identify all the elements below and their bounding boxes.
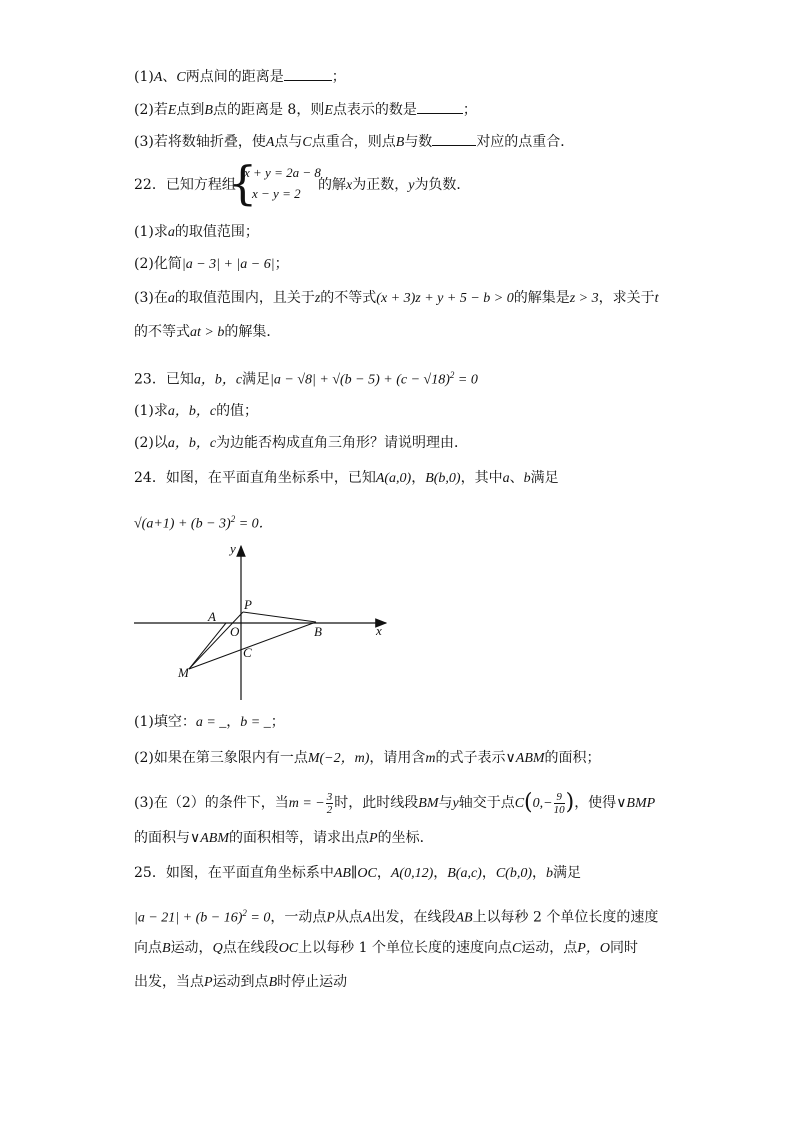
text: AB∥OC bbox=[333, 866, 377, 881]
text: a，b，c bbox=[193, 372, 243, 388]
numerator: 9 bbox=[554, 791, 565, 804]
text: 运动， bbox=[170, 940, 213, 956]
text: 的式子表示 bbox=[435, 750, 506, 766]
text: 轴交于点 bbox=[458, 795, 515, 811]
text: 为边能否构成直角三角形？请说明理由． bbox=[216, 435, 469, 451]
text: (3)若将数轴折叠，使 bbox=[134, 134, 266, 150]
text: C bbox=[176, 70, 186, 85]
text: A bbox=[265, 135, 275, 150]
q22-part1 bbox=[134, 222, 259, 243]
coordinate-figure bbox=[130, 538, 400, 708]
equation: √(a+1) + (b − 3) bbox=[134, 516, 231, 532]
inequality: (x + 3)z + y + 5 − b > 0 bbox=[376, 291, 514, 306]
text: 同时 bbox=[609, 940, 638, 956]
text: ∨ABM bbox=[505, 751, 545, 766]
q25-line4 bbox=[134, 972, 347, 993]
text: 的取值范围内，且关于 bbox=[174, 290, 315, 306]
text: z bbox=[314, 291, 321, 306]
text: a，b，c bbox=[167, 404, 217, 419]
text: 的坐标． bbox=[377, 830, 434, 846]
text: 的面积与 bbox=[134, 830, 190, 846]
point-label-P: P bbox=[244, 597, 252, 612]
x-axis-label: x bbox=[376, 623, 382, 638]
text: (2)化简 bbox=[134, 256, 182, 272]
text: = 0 bbox=[246, 910, 271, 926]
equation-1: x + y = 2a − 8 bbox=[244, 165, 321, 180]
text: x bbox=[346, 178, 353, 193]
q22-tail bbox=[318, 175, 470, 196]
text: 满足 bbox=[530, 470, 559, 486]
text: 24．如图，在平面直角坐标系中，已知 bbox=[134, 470, 376, 486]
text: 对应的点重合． bbox=[476, 134, 575, 150]
text: C bbox=[302, 135, 312, 150]
text: 2 bbox=[242, 908, 247, 918]
equation: |a − 21| + (b − 16) bbox=[134, 910, 243, 926]
fraction bbox=[554, 791, 565, 816]
text: (3)在 bbox=[134, 290, 168, 306]
segment-PB bbox=[243, 612, 316, 622]
text: m bbox=[425, 751, 436, 766]
text: 点在线段 bbox=[222, 940, 279, 956]
text: 向点 bbox=[134, 940, 162, 956]
text: B(b,0) bbox=[425, 471, 461, 486]
text: a，b，c bbox=[167, 436, 217, 451]
text: 为正数， bbox=[352, 177, 409, 193]
text: 、 bbox=[509, 470, 524, 486]
text: (1) bbox=[134, 69, 154, 85]
text: z > 3 bbox=[569, 291, 599, 306]
text: B bbox=[204, 103, 213, 118]
equation-2: x − y = 2 bbox=[252, 186, 301, 201]
text: 的不等式 bbox=[134, 324, 190, 340]
numerator: 3 bbox=[326, 790, 333, 803]
text: C(b,0) bbox=[495, 866, 533, 881]
text: 25．如图，在平面直角坐标系中 bbox=[134, 865, 334, 881]
prev-q-part3 bbox=[134, 131, 574, 153]
text: M(−2，m) bbox=[307, 751, 370, 766]
fraction bbox=[326, 791, 334, 816]
q24-condition bbox=[134, 509, 273, 535]
text: 点表示的数是 bbox=[332, 102, 417, 118]
q24-part3 bbox=[134, 788, 655, 819]
equation: |a − √8| + √(b − 5) + (c − √18) bbox=[270, 372, 450, 388]
text: Q bbox=[212, 941, 223, 956]
text: 出发，在线段 bbox=[371, 909, 456, 926]
q24-part2 bbox=[134, 748, 601, 769]
text: (2)以 bbox=[134, 435, 168, 451]
expression: |a − 3| + |a − 6| bbox=[181, 257, 275, 272]
answer-blank-a[interactable]: a = _ bbox=[195, 715, 227, 730]
text: 点到 bbox=[176, 102, 205, 118]
text: a bbox=[167, 225, 175, 240]
q23-part1 bbox=[134, 401, 258, 422]
text: ，使得 bbox=[574, 795, 617, 811]
text: B bbox=[162, 941, 171, 956]
text: 上以每秒 2 个单位长度的速度 bbox=[472, 909, 659, 926]
text: 的面积相等，请求出点 bbox=[229, 830, 370, 846]
text: ， bbox=[433, 865, 448, 881]
text: a bbox=[502, 471, 510, 486]
text: ， bbox=[481, 865, 496, 881]
text: 两点间的距离是 bbox=[185, 69, 284, 85]
text: 时停止运动 bbox=[277, 974, 348, 990]
q22-part3-cont bbox=[134, 322, 280, 343]
text: P，O bbox=[577, 941, 610, 956]
text: 上以每秒 1 个单位长度的速度向点 bbox=[298, 940, 512, 956]
text: A bbox=[153, 70, 163, 85]
q22-part2 bbox=[134, 254, 289, 275]
text: = 0 bbox=[454, 372, 478, 388]
text: P bbox=[369, 831, 378, 846]
text: 2 bbox=[230, 514, 236, 524]
text: ； bbox=[274, 256, 289, 272]
text: 的值； bbox=[216, 403, 259, 419]
q22-part3 bbox=[134, 288, 659, 309]
text: (1)求 bbox=[134, 224, 168, 240]
text: B bbox=[268, 975, 278, 990]
text: 的面积； bbox=[544, 750, 601, 766]
text: P bbox=[326, 910, 335, 926]
text: ， bbox=[411, 470, 426, 486]
text: 运动到点 bbox=[212, 974, 269, 990]
q25-condition bbox=[134, 903, 658, 929]
text: 为负数． bbox=[414, 177, 471, 193]
text: 满足 bbox=[242, 371, 271, 388]
text: P bbox=[204, 975, 213, 990]
text: (1)填空： bbox=[134, 714, 196, 730]
text: ，请用含 bbox=[369, 750, 426, 766]
text: 满足 bbox=[553, 865, 582, 881]
q25-line3 bbox=[134, 938, 638, 959]
point-label-A: A bbox=[208, 609, 216, 624]
text: C bbox=[514, 796, 525, 811]
y-axis-label: y bbox=[230, 541, 236, 556]
text: E bbox=[324, 103, 333, 118]
text: b bbox=[546, 866, 554, 881]
text: (1)求 bbox=[134, 403, 168, 419]
text: t bbox=[654, 291, 659, 306]
q25-lead bbox=[134, 863, 581, 884]
text: A(a,0) bbox=[375, 471, 412, 486]
text: C bbox=[511, 941, 522, 956]
text: ，一动点 bbox=[270, 909, 327, 926]
text: (2)若 bbox=[134, 102, 168, 118]
text: 运动，点 bbox=[521, 940, 578, 956]
text: y bbox=[452, 796, 459, 811]
text: OC bbox=[278, 941, 299, 956]
question-number-text: 22．已知方程组 bbox=[134, 177, 236, 193]
text: ∨ABM bbox=[190, 831, 230, 846]
q24-part1 bbox=[134, 712, 285, 733]
text: 点的距离是 8，则 bbox=[212, 102, 325, 118]
text: AB bbox=[455, 910, 473, 926]
text: ， bbox=[226, 714, 241, 730]
text: (3)在（2）的条件下，当 bbox=[134, 795, 289, 811]
paren: ) bbox=[565, 790, 575, 815]
text: 从点 bbox=[334, 909, 363, 926]
text: B bbox=[395, 135, 405, 150]
text: 23．已知 bbox=[134, 371, 194, 388]
text: 、 bbox=[162, 69, 177, 85]
text: 出发，当点 bbox=[134, 974, 204, 990]
text: ， bbox=[376, 865, 391, 881]
text: A bbox=[362, 910, 372, 926]
text: 点重合，则点 bbox=[311, 134, 396, 150]
text: b bbox=[523, 471, 531, 486]
point-label-C: C bbox=[243, 645, 252, 660]
text: 点与 bbox=[274, 134, 303, 150]
text: 0,− bbox=[532, 796, 553, 811]
paren: ( bbox=[524, 790, 533, 815]
text: ； bbox=[270, 714, 285, 730]
q22-lead bbox=[134, 175, 236, 195]
denominator: 2 bbox=[326, 803, 333, 816]
text: 与 bbox=[438, 795, 453, 811]
text: 2 bbox=[449, 370, 455, 380]
point-label-O: O bbox=[230, 624, 240, 639]
text: 与数 bbox=[404, 134, 433, 150]
denominator: 10 bbox=[553, 803, 565, 816]
text: = 0． bbox=[235, 516, 273, 532]
q23-part2 bbox=[134, 433, 468, 454]
point-label-M: M bbox=[178, 665, 189, 680]
text: 的不等式 bbox=[320, 290, 377, 306]
answer-blank[interactable] bbox=[432, 131, 476, 146]
text: A(0,12) bbox=[390, 866, 434, 881]
text: 的解集是 bbox=[513, 290, 570, 306]
text: BM bbox=[418, 796, 439, 811]
text: (2)如果在第三象限内有一点 bbox=[134, 750, 308, 766]
text: 的解 bbox=[318, 177, 346, 193]
prev-q-part2 bbox=[134, 99, 477, 121]
text: E bbox=[167, 103, 177, 118]
text: m = − bbox=[288, 796, 325, 811]
answer-blank-b[interactable]: b = _ bbox=[240, 715, 271, 730]
text: 的解集． bbox=[224, 324, 281, 340]
inequality: at > b bbox=[190, 325, 225, 340]
system-brace: { bbox=[228, 156, 258, 210]
text: ； bbox=[462, 102, 477, 118]
text: a bbox=[167, 291, 175, 306]
text: 时，此时线段 bbox=[334, 795, 419, 811]
text: 的取值范围； bbox=[174, 224, 259, 240]
answer-blank[interactable] bbox=[284, 66, 332, 81]
text: ， bbox=[532, 865, 547, 881]
segment-MP bbox=[189, 612, 243, 669]
q23-lead bbox=[134, 365, 478, 391]
text: ，求关于 bbox=[598, 290, 655, 306]
q24-part3-cont bbox=[134, 828, 434, 849]
text: ，其中 bbox=[460, 470, 503, 486]
text: y bbox=[408, 178, 415, 193]
text: ∨BMP bbox=[616, 796, 656, 811]
text: B(a,c) bbox=[447, 866, 482, 881]
text: ； bbox=[331, 69, 346, 85]
answer-blank[interactable] bbox=[417, 99, 463, 114]
q24-lead bbox=[134, 468, 559, 489]
prev-q-part1 bbox=[134, 66, 346, 88]
point-label-B: B bbox=[314, 624, 322, 639]
